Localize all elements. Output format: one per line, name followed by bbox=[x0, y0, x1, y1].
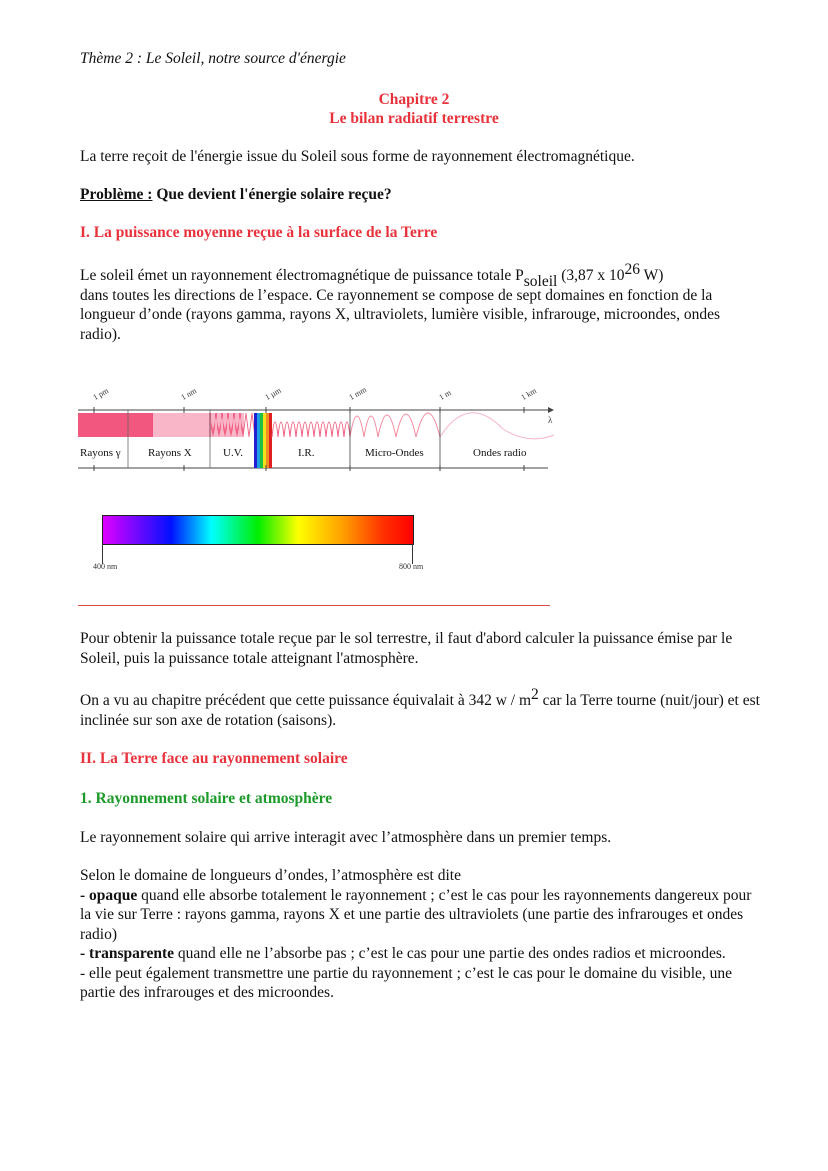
subsection-1-heading: 1. Rayonnement solaire et atmosphère bbox=[80, 790, 333, 807]
chapter-number: Chapitre 2 bbox=[378, 91, 450, 108]
text: On a vu au chapitre précédent que cette puissance équivalait à 342 w / m bbox=[80, 692, 532, 709]
em-spectrum-diagram bbox=[78, 385, 556, 475]
intro-paragraph: La terre reçoit de l'énergie issue du Soleil sous forme de rayonnement électromagnétique. bbox=[80, 148, 635, 165]
domain-label-gamma: Rayons γ bbox=[80, 447, 121, 459]
spectrum-wave-graphic bbox=[78, 385, 556, 475]
domain-label-uv: U.V. bbox=[223, 447, 243, 459]
problem-label: Problème : bbox=[80, 186, 153, 203]
subscript: soleil bbox=[523, 273, 558, 290]
tick-label-1km: 1 km bbox=[519, 386, 539, 402]
text: Le soleil émet un rayonnement électromagnétique de puissance totale P bbox=[80, 267, 524, 284]
superscript: 26 bbox=[624, 261, 641, 278]
domain-label-xray: Rayons X bbox=[148, 447, 192, 459]
section-divider bbox=[78, 605, 550, 606]
domain-label-microwave: Micro-Ondes bbox=[365, 447, 424, 459]
sun-emission-paragraph bbox=[80, 261, 760, 344]
opaque-text: quand elle absorbe totalement le rayonnement ; c’est le cas pour les rayonnements dangereux pour la vie sur Terre : rayons gamma, rayons X et une partie des ultraviolets (une partie des infrarouges et ondes radio) bbox=[80, 886, 752, 943]
text: (3,87 x 10 bbox=[557, 267, 625, 284]
text: W) bbox=[640, 267, 664, 284]
section-2-heading: II. La Terre face au rayonnement solaire bbox=[80, 750, 348, 767]
visible-max-label: 800 nm bbox=[399, 562, 424, 571]
transparent-item bbox=[80, 944, 760, 964]
visible-tick-max bbox=[412, 544, 413, 564]
visible-tick-min bbox=[102, 544, 103, 564]
visible-min-label: 400 nm bbox=[93, 562, 118, 571]
opaque-label: - opaque bbox=[80, 886, 138, 904]
transmit-item: - elle peut également transmettre une partie du rayonnement ; c’est le cas pour le domaine du visible, une partie des infrarouges et des microondes. bbox=[80, 964, 733, 1001]
tick-label-1m: 1 m bbox=[437, 388, 453, 402]
chapter-title: Le bilan radiatif terrestre bbox=[329, 110, 499, 127]
problem-statement bbox=[80, 185, 760, 205]
superscript: 2 bbox=[531, 686, 539, 703]
atmosphere-paragraph bbox=[80, 866, 760, 1003]
visible-spectrum-bar bbox=[102, 515, 414, 545]
tick-label-1pm: 1 pm bbox=[91, 386, 111, 402]
theme-line: Thème 2 : Le Soleil, notre source d'énergie bbox=[80, 50, 346, 67]
average-power-paragraph bbox=[80, 686, 760, 730]
intro-line: Selon le domaine de longueurs d’ondes, l’atmosphère est dite bbox=[80, 867, 461, 884]
tick-label-1nm: 1 nm bbox=[179, 386, 199, 402]
tick-label-1mm: 1 mm bbox=[347, 384, 368, 402]
total-power-paragraph: Pour obtenir la puissance totale reçue par le sol terrestre, il faut d'abord calculer la puissance émise par le Soleil, puis la puissance totale atteignant l'atmosphère. bbox=[80, 630, 733, 667]
domain-label-radio: Ondes radio bbox=[473, 447, 527, 459]
opaque-item bbox=[80, 886, 760, 945]
tick-label-1um: 1 µm bbox=[263, 385, 283, 402]
transparent-label: - transparente bbox=[80, 945, 174, 962]
text: dans toutes les directions de l’espace. Ce rayonnement se compose de sept domaines en fonction de la longueur d’onde (rayons gamma, rayons X, ultraviolets, lumière visible, infrarouge, microondes, ondes radio). bbox=[80, 286, 721, 343]
transparent-text: quand elle ne l’absorbe pas ; c’est le cas pour une partie des ondes radios et microondes. bbox=[174, 945, 726, 962]
domain-label-ir: I.R. bbox=[298, 447, 315, 459]
problem-question: Que devient l'énergie solaire reçue? bbox=[152, 186, 392, 203]
lambda-axis-symbol: λ bbox=[548, 415, 553, 425]
interaction-paragraph: Le rayonnement solaire qui arrive interagit avec l’atmosphère dans un premier temps. bbox=[80, 829, 612, 846]
section-1-heading: I. La puissance moyenne reçue à la surface de la Terre bbox=[80, 224, 438, 241]
text: car la Terre tourne (nuit/jour) et est inclinée sur son axe de rotation (saisons). bbox=[80, 692, 760, 729]
